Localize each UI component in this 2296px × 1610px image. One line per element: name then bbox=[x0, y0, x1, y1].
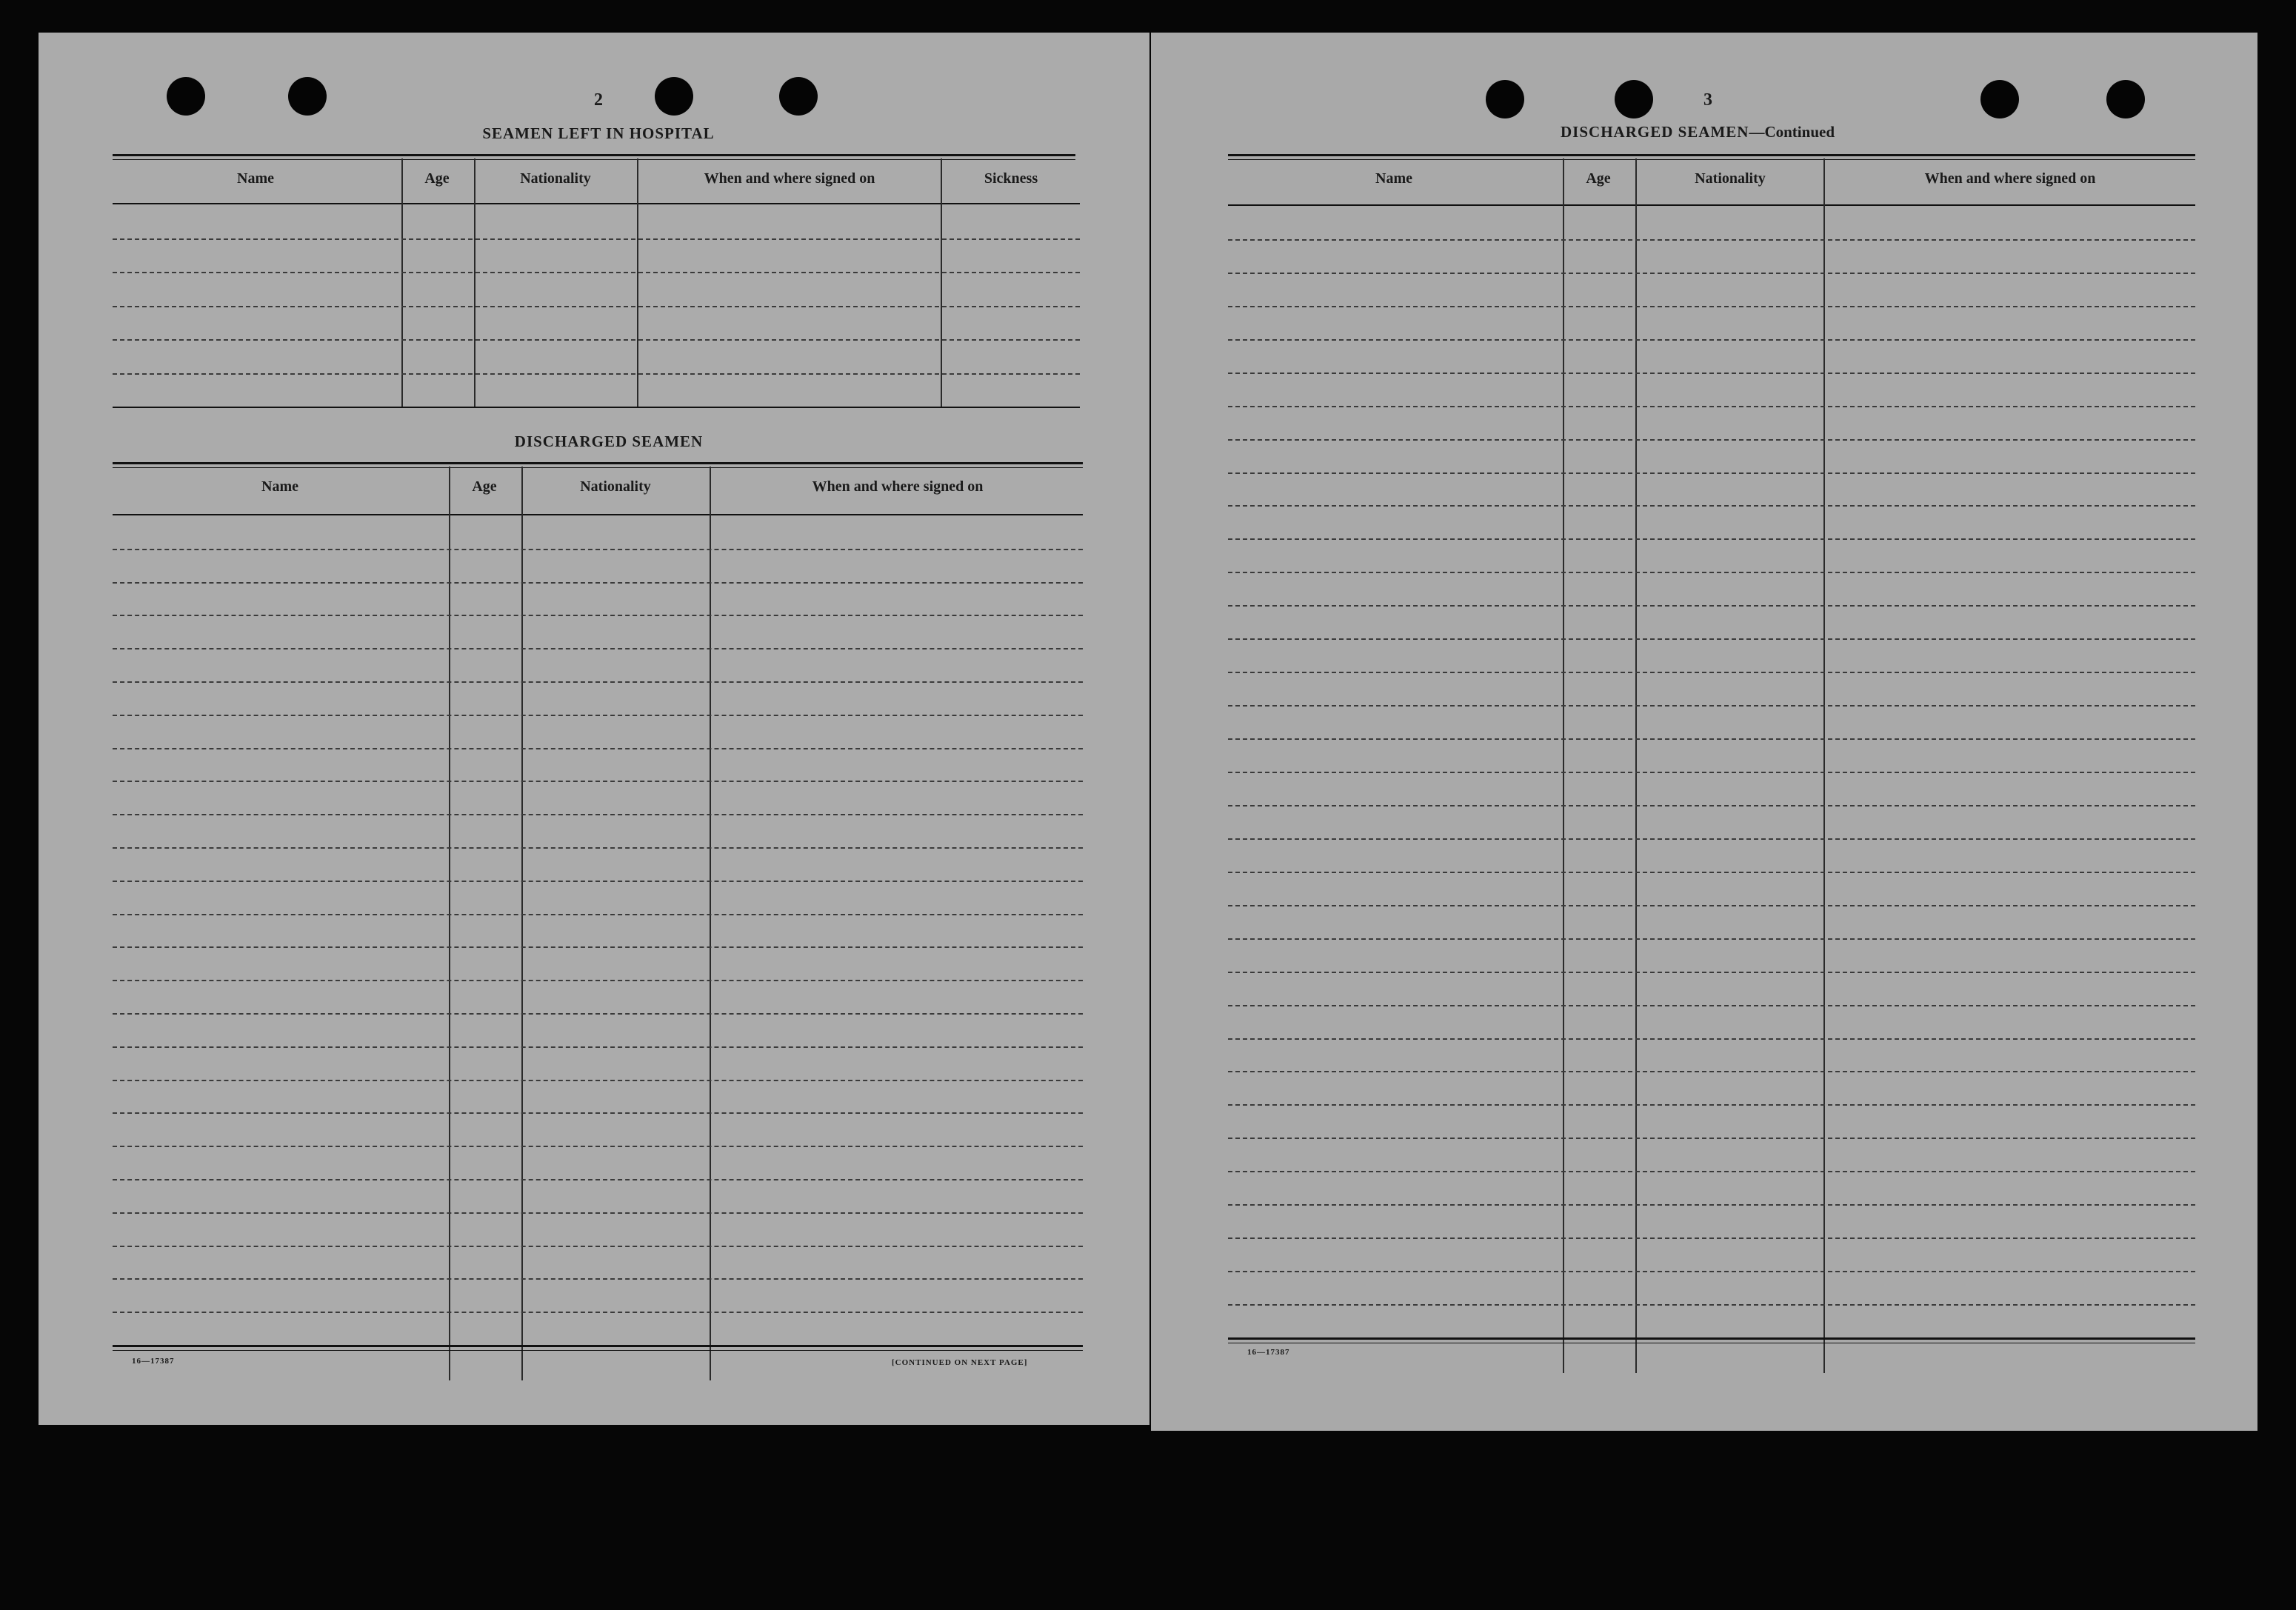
column-divider bbox=[521, 467, 523, 1380]
table-bottom-rule bbox=[113, 407, 1080, 408]
column-header-age: Age bbox=[1586, 170, 1611, 187]
column-header-nationality: Nationality bbox=[1695, 170, 1766, 187]
row-line bbox=[113, 781, 1083, 782]
punch-hole bbox=[655, 77, 693, 116]
row-line bbox=[1228, 1038, 2195, 1040]
row-line bbox=[113, 847, 1083, 849]
row-line bbox=[113, 980, 1083, 981]
column-divider bbox=[1823, 158, 1825, 1373]
row-line bbox=[1228, 406, 2195, 407]
section-title-discharged-continued bbox=[1561, 123, 1835, 141]
row-line bbox=[1228, 306, 2195, 307]
column-header-signed-on: When and where signed on bbox=[812, 478, 984, 495]
row-line bbox=[113, 914, 1083, 915]
column-divider bbox=[941, 158, 942, 407]
row-line bbox=[113, 238, 1080, 240]
row-line bbox=[113, 1146, 1083, 1147]
row-line bbox=[113, 1179, 1083, 1180]
column-divider bbox=[401, 158, 403, 407]
row-line bbox=[1228, 772, 2195, 773]
row-line bbox=[1228, 605, 2195, 607]
column-divider bbox=[474, 158, 475, 407]
row-line bbox=[113, 648, 1083, 649]
row-line bbox=[113, 715, 1083, 716]
row-line bbox=[1228, 1071, 2195, 1072]
row-line bbox=[113, 1212, 1083, 1214]
row-line bbox=[1228, 373, 2195, 374]
table-top-rule bbox=[113, 462, 1083, 468]
column-divider bbox=[710, 467, 711, 1380]
column-header-nationality: Nationality bbox=[520, 170, 591, 187]
title-main: DISCHARGED SEAMEN bbox=[1561, 123, 1749, 141]
row-line bbox=[1228, 273, 2195, 274]
form-number: 16—17387 bbox=[132, 1357, 175, 1366]
row-line bbox=[113, 549, 1083, 550]
header-rule bbox=[113, 514, 1083, 515]
row-line bbox=[1228, 505, 2195, 507]
column-divider bbox=[1635, 158, 1637, 1373]
row-line bbox=[1228, 972, 2195, 973]
row-line bbox=[113, 1080, 1083, 1081]
row-line bbox=[113, 339, 1080, 341]
form-number: 16—17387 bbox=[1247, 1348, 1290, 1357]
row-line bbox=[1228, 538, 2195, 540]
row-line bbox=[1228, 1171, 2195, 1172]
row-line bbox=[1228, 1271, 2195, 1272]
column-header-signed-on: When and where signed on bbox=[704, 170, 875, 187]
row-line bbox=[113, 1278, 1083, 1280]
table-top-rule bbox=[113, 154, 1075, 160]
column-divider bbox=[1563, 158, 1564, 1373]
row-line bbox=[113, 1312, 1083, 1313]
row-line bbox=[113, 1246, 1083, 1247]
punch-hole bbox=[1486, 80, 1524, 118]
row-line bbox=[1228, 938, 2195, 940]
section-title-discharged: DISCHARGED SEAMEN bbox=[514, 432, 704, 450]
column-header-age: Age bbox=[424, 170, 450, 187]
row-line bbox=[1228, 439, 2195, 441]
row-line bbox=[1228, 1304, 2195, 1306]
row-line bbox=[1228, 1005, 2195, 1006]
row-line bbox=[1228, 1237, 2195, 1239]
table-top-rule bbox=[1228, 154, 2195, 160]
row-line bbox=[1228, 339, 2195, 341]
row-line bbox=[113, 881, 1083, 882]
column-header-name: Name bbox=[1375, 170, 1412, 187]
punch-hole bbox=[2106, 80, 2145, 118]
row-line bbox=[113, 615, 1083, 616]
row-line bbox=[113, 272, 1080, 273]
column-header-name: Name bbox=[237, 170, 274, 187]
row-line bbox=[113, 306, 1080, 307]
row-line bbox=[113, 681, 1083, 683]
punch-hole bbox=[1980, 80, 2019, 118]
row-line bbox=[113, 748, 1083, 749]
row-line bbox=[1228, 738, 2195, 740]
column-header-nationality: Nationality bbox=[580, 478, 651, 495]
header-rule bbox=[1228, 204, 2195, 206]
continued-note: [CONTINUED ON NEXT PAGE] bbox=[892, 1358, 1028, 1367]
row-line bbox=[1228, 872, 2195, 873]
punch-hole bbox=[779, 77, 818, 116]
row-line bbox=[113, 1046, 1083, 1048]
column-divider bbox=[449, 467, 450, 1380]
right-page bbox=[1151, 33, 2257, 1431]
table-bottom-rule bbox=[113, 1345, 1083, 1351]
page-number: 3 bbox=[1703, 90, 1712, 110]
row-line bbox=[1228, 472, 2195, 474]
column-header-name: Name bbox=[261, 478, 298, 495]
row-line bbox=[113, 1112, 1083, 1114]
row-line bbox=[1228, 838, 2195, 840]
section-title-hospital: SEAMEN LEFT IN HOSPITAL bbox=[482, 124, 715, 142]
punch-hole bbox=[167, 77, 205, 116]
row-line bbox=[1228, 1204, 2195, 1206]
row-line bbox=[113, 946, 1083, 948]
row-line bbox=[113, 814, 1083, 815]
row-line bbox=[1228, 905, 2195, 906]
row-line bbox=[113, 373, 1080, 375]
punch-hole bbox=[1615, 80, 1653, 118]
row-line bbox=[1228, 239, 2195, 241]
row-line bbox=[113, 582, 1083, 584]
row-line bbox=[1228, 572, 2195, 573]
row-line bbox=[1228, 672, 2195, 673]
column-header-signed-on: When and where signed on bbox=[1924, 170, 2096, 187]
column-header-age: Age bbox=[472, 478, 497, 495]
row-line bbox=[1228, 705, 2195, 707]
header-rule bbox=[113, 203, 1080, 204]
row-line bbox=[1228, 805, 2195, 806]
table-bottom-rule bbox=[1228, 1337, 2195, 1343]
row-line bbox=[1228, 1104, 2195, 1106]
title-suffix: —Continued bbox=[1749, 123, 1835, 141]
punch-hole bbox=[288, 77, 327, 116]
page-number: 2 bbox=[594, 90, 603, 110]
column-divider bbox=[637, 158, 638, 407]
left-page bbox=[39, 33, 1149, 1425]
column-header-sickness: Sickness bbox=[984, 170, 1038, 187]
row-line bbox=[1228, 1138, 2195, 1139]
row-line bbox=[1228, 638, 2195, 640]
row-line bbox=[113, 1013, 1083, 1015]
